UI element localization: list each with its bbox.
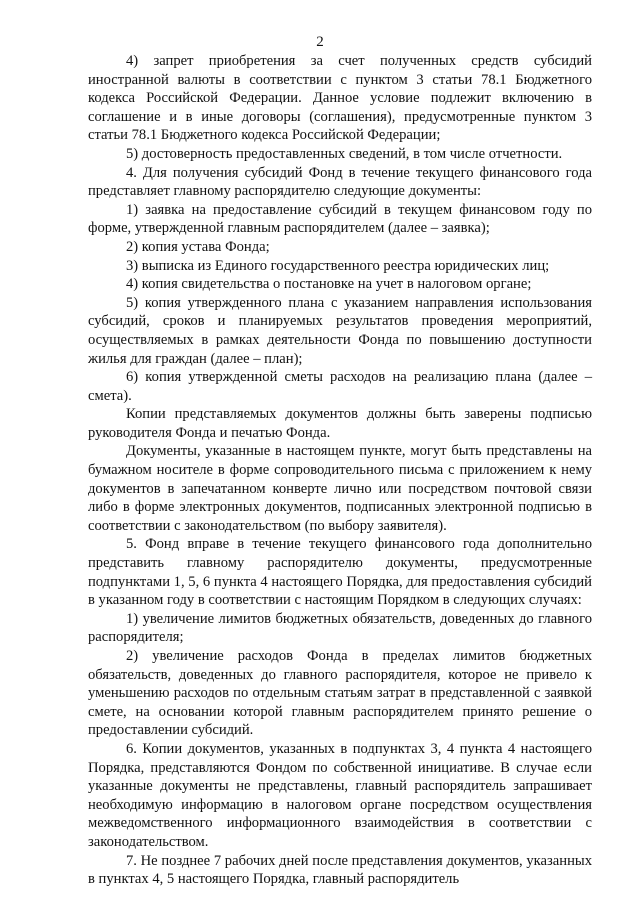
paragraph-subitem-5-reliability: 5) достоверность предоставленных сведений, в том числе отчетности.: [126, 145, 563, 162]
paragraph-subitem-4-foreign-currency: 4) запрет приобретения за счет полученных средств субсидий иностранной валюты в соответствии с пунктом 3 статьи 78.1 Бюджетного кодекса Российской Федерации. Данное условие подлежит включению в соглашение и в иные договоры (соглашения), предусмотренные пунктом 3 статьи 78.1 Бюджетного кодекса Российской Федерации;: [88, 53, 592, 144]
paragraph-item-5: 5. Фонд вправе в течение текущего финансового года дополнительно представить главному распорядителю документы, предусмотренные подпунктами 1, 5, 6 пункта 4 настоящего Порядка, для предоставления субсидий в указанном году в соответствии с настоящим Порядком в следующих случаях:: [88, 536, 592, 609]
paragraph-item-7: 7. Не позднее 7 рабочих дней после представления документов, указанных в пунктах 4, 5 настоящего Порядка, главный распорядитель: [88, 852, 592, 888]
paragraph-subitem-4-certificate: 4) копия свидетельства о постановке на учет в налоговом органе;: [126, 276, 532, 293]
paragraph-copies-certified: Копии представляемых документов должны быть заверены подписью руководителя Фонда и печатью Фонда.: [88, 406, 592, 441]
paragraph-item-5-case-1: 1) увеличение лимитов бюджетных обязательств, доведенных до главного распорядителя;: [88, 610, 592, 646]
paragraph-submission-form: Документы, указанные в настоящем пункте, могут быть представлены на бумажном носителе в форме сопроводительного письма с приложением к нему документов в запечатанном конверте лично или посредством почтовой связи либо в форме электронных документов, подписанных электронной подписью в соответствии с законодательством (по выбору заявителя).: [88, 443, 592, 534]
page-number: 2: [316, 34, 324, 50]
document-body: [88, 52, 592, 889]
paragraph-item-4: 4. Для получения субсидий Фонд в течение текущего финансового года представляет главному распорядителю следующие документы:: [88, 164, 592, 200]
paragraph-item-6: 6. Копии документов, указанных в подпунктах 3, 4 пункта 4 настоящего Порядка, представляются Фондом по собственной инициативе. В случае если указанные документы не представлены, главный распорядитель запрашивает необходимую информацию в налоговом органе посредством осуществления межведомственного информационного взаимодействия в соответствии с законодательством.: [88, 740, 592, 850]
paragraph-subitem-2-charter: 2) копия устава Фонда;: [126, 238, 270, 255]
paragraph-subitem-3-registry: 3) выписка из Единого государственного реестра юридических лиц;: [126, 257, 550, 274]
paragraph-subitem-6-estimate: 6) копия утвержденной сметы расходов на реализацию плана (далее – смета).: [88, 369, 592, 404]
paragraph-item-5-case-2: 2) увеличение расходов Фонда в пределах лимитов бюджетных обязательств, доведенных до главного распорядителя, которое не привело к уменьшению расходов по отдельным статьям затрат в представленной с заявкой смете, на основании которой главным распорядителем принято решение о предоставлении субсидий.: [88, 648, 592, 739]
paragraph-subitem-5-plan: 5) копия утвержденного плана с указанием направления использования субсидий, сроков и планируемых результатов проведения мероприятий, осуществляемых в рамках деятельности Фонда по повышению доступности жилья для граждан (далее – план);: [88, 294, 592, 367]
paragraph-subitem-1-application: 1) заявка на предоставление субсидий в текущем финансовом году по форме, утвержденной главным распорядителем (далее – заявка);: [88, 201, 592, 237]
